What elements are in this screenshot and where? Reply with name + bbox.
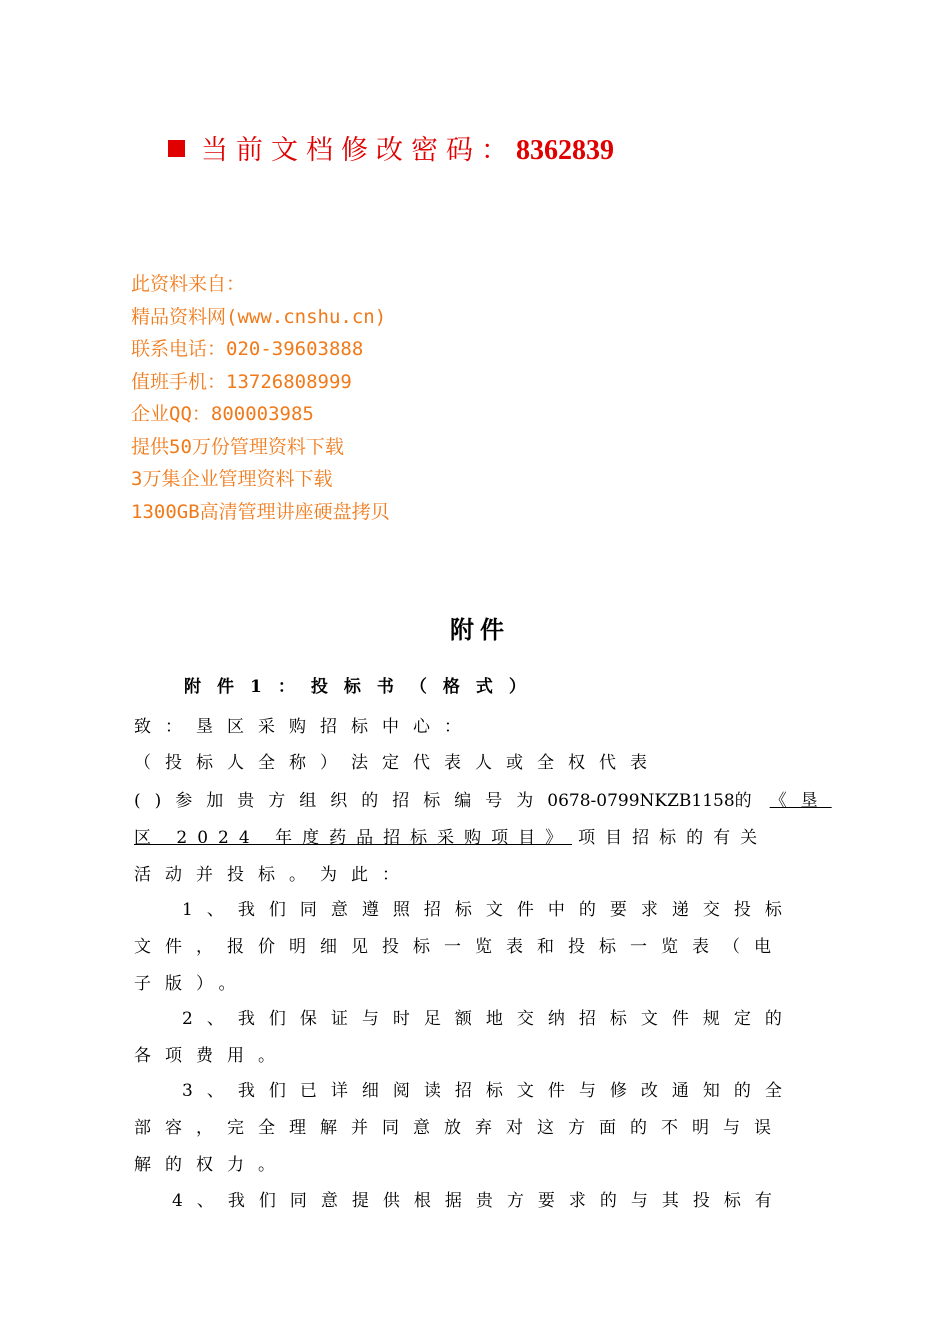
body-line: 解的权力。	[134, 1155, 289, 1175]
source-line: 精品资料网(www.cnshu.cn)	[131, 305, 387, 328]
body-line: 1、我们同意遵照招标文件中的要求递交投标	[182, 900, 796, 920]
body-line: 各项费用。	[134, 1046, 289, 1066]
page-title: 附件	[450, 615, 510, 644]
project-name-part: 《垦	[769, 791, 832, 811]
source-line: 企业QQ：800003985	[131, 403, 314, 425]
body-line	[134, 786, 832, 811]
text-span: 项目招标的有关	[578, 828, 768, 848]
body-line: 活动并投标。为此：	[134, 865, 413, 885]
source-line: 提供50万份管理资料下载	[131, 435, 344, 458]
body-line	[134, 823, 767, 848]
body-line: 致：垦区采购招标中心：	[134, 717, 475, 737]
source-line: 联系电话：020-39603888	[131, 338, 364, 360]
text-span: ()参加贵方组织的招标编号为	[134, 791, 548, 811]
body-line: 部容，完全理解并同意放弃对这方面的不明与误	[134, 1118, 785, 1138]
body-line: 子版）。	[134, 974, 250, 994]
bid-number: 0678-0799NKZB1158的	[547, 791, 752, 811]
source-line: 1300GB高清管理讲座硬盘拷贝	[131, 500, 390, 523]
body-line: 文件，报价明细见投标一览表和投标一览表（电	[134, 937, 785, 957]
body-line: （投标人全称）法定代表人或全权代表	[134, 753, 661, 773]
source-line: 值班手机：13726808999	[131, 370, 352, 393]
body-line: 3、我们已详细阅读招标文件与修改通知的全	[182, 1081, 796, 1101]
section-heading: 附件1：投标书（格式）	[184, 677, 542, 697]
source-info	[131, 268, 390, 528]
body-line: 2、我们保证与时足额地交纳招标文件规定的	[182, 1009, 796, 1029]
password-label: 当前文档修改密码：	[201, 135, 516, 166]
password-line	[168, 128, 614, 167]
source-line: 此资料来自：	[131, 273, 246, 295]
source-line: 3万集企业管理资料下载	[131, 468, 333, 490]
body-line: 4、我们同意提供根据贵方要求的与其投标有	[172, 1191, 786, 1211]
project-name-part: 区 2024 年度药品招标采购项目》	[134, 828, 573, 848]
password-code: 8362839	[516, 135, 614, 166]
red-square-icon	[168, 140, 185, 157]
